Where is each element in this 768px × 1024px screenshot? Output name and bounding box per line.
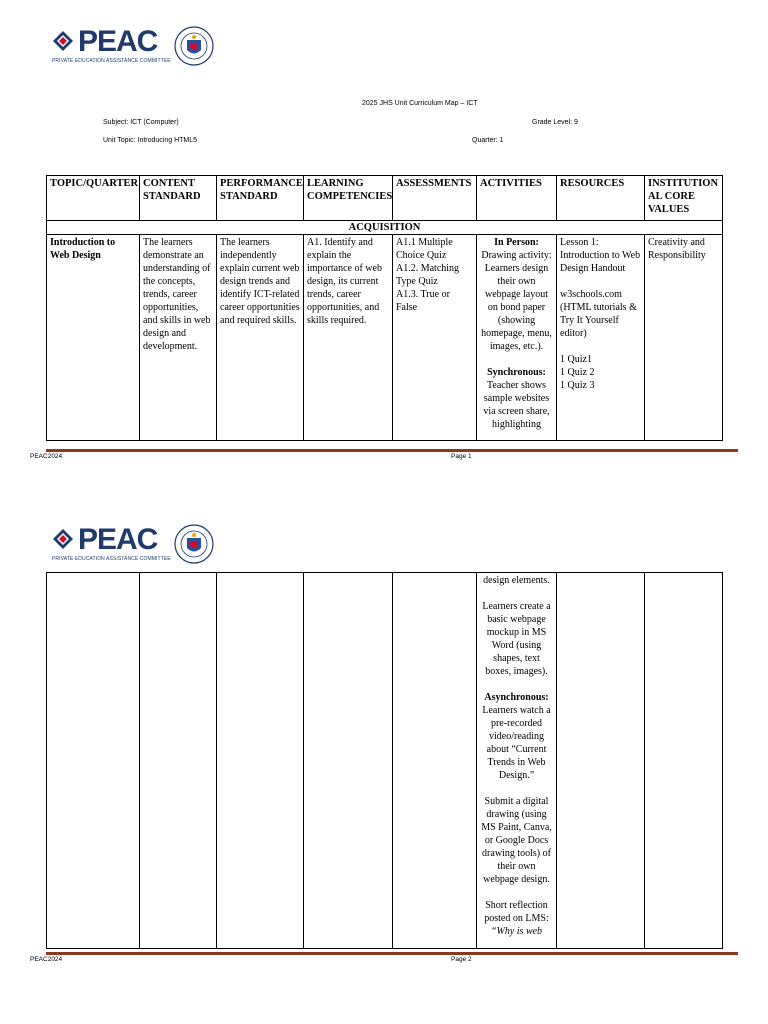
page-2	[0, 500, 768, 1024]
column-header-learning-competencies: LEARNING COMPETENCIES	[304, 176, 393, 221]
column-header-assessments: ASSESSMENTS	[393, 176, 477, 221]
grade-level-label: Grade Level: 9	[532, 119, 578, 126]
logo-wordmark: PEAC	[78, 25, 158, 58]
mockup-text: Learners create a basic webpage mockup in MS Word (using shapes, text boxes, images).	[482, 601, 551, 677]
reflection-question: “Why is web	[490, 926, 543, 937]
quarter-label: Quarter: 1	[472, 137, 504, 144]
resource-quiz: 1 Quiz1	[560, 354, 592, 365]
competencies-cell	[304, 573, 393, 949]
performance-standard-cell	[217, 573, 304, 949]
resources-cell	[557, 235, 645, 441]
column-header-content-standard: CONTENT STANDARD	[140, 176, 217, 221]
resource-quiz: 1 Quiz 3	[560, 380, 595, 391]
section-label-acquisition: ACQUISITION	[47, 221, 723, 235]
topic-cell: Introduction to Web Design	[47, 235, 140, 441]
column-header-activities: ACTIVITIES	[477, 176, 557, 221]
table-row	[47, 573, 723, 949]
assessments-cell	[393, 235, 477, 441]
core-values-cell: Creativity and Responsibility	[645, 235, 723, 441]
competencies-cell: A1. Identify and explain the importance of web design, its current trends, career opportunities, and skills required.	[304, 235, 393, 441]
assessment-item: A1.1 Multiple Choice Quiz	[396, 237, 453, 261]
activities-cell	[477, 573, 557, 949]
resource-quiz: 1 Quiz 2	[560, 367, 595, 378]
page-1	[0, 0, 768, 480]
topic-cell	[47, 573, 140, 949]
column-header-resources: RESOURCES	[557, 176, 645, 221]
resource-lesson: Lesson 1: Introduction to Web Design Handout	[560, 237, 641, 274]
activities-continued: design elements.	[483, 575, 550, 586]
peac-emblem-icon	[52, 528, 74, 550]
deped-seal-icon	[174, 26, 214, 66]
content-standard-cell: The learners demonstrate an understanding of the concepts, trends, career opportunities, and skills in web design and development.	[140, 235, 217, 441]
footer-page-number: Page 1	[451, 453, 472, 460]
synchronous-text: Teacher shows sample websites via screen share, highlighting	[483, 380, 550, 430]
synchronous-heading: Synchronous:	[487, 367, 546, 378]
footer-left: PEAC2024	[30, 956, 63, 963]
assessment-item: A1.3. True or False	[396, 289, 450, 313]
deped-seal-icon	[174, 524, 214, 564]
asynchronous-text: Learners watch a pre-recorded video/reading about “Current Trends in Web Design.”	[482, 705, 551, 781]
unit-topic-label: Unit Topic: Introducing HTML5	[103, 137, 198, 144]
reflection-text: Short reflection posted on LMS:	[484, 900, 549, 924]
activities-cell	[477, 235, 557, 441]
logo-subtext: PRIVATE EDUCATION ASSISTANCE COMMITTEE	[52, 556, 171, 562]
column-header-performance-standard: PERFORMANCE STANDARD	[217, 176, 304, 221]
footer-rule	[46, 952, 738, 955]
subject-label: Subject: ICT (Computer)	[103, 119, 179, 126]
asynchronous-heading: Asynchronous:	[484, 692, 549, 703]
document-title: 2025 JHS Unit Curriculum Map – ICT	[362, 100, 478, 107]
column-header-core-values: INSTITUTION AL CORE VALUES	[645, 176, 723, 221]
submit-text: Submit a digital drawing (using MS Paint, Canva, or Google Docs drawing tools) of their own webpage design.	[481, 796, 552, 885]
resources-cell	[557, 573, 645, 949]
assessments-cell	[393, 573, 477, 949]
resource-site: w3schools.com (HTML tutorials & Try It Yourself editor)	[560, 289, 637, 339]
footer-left: PEAC2024	[30, 453, 63, 460]
logo-wordmark: PEAC	[78, 523, 158, 556]
curriculum-table-page-2	[46, 572, 723, 949]
in-person-heading: In Person:	[494, 237, 539, 248]
footer-page-number: Page 2	[451, 956, 472, 963]
footer-rule	[46, 449, 738, 452]
performance-standard-cell: The learners independently explain current web design trends and identify ICT-related career opportunities and required skills.	[217, 235, 304, 441]
column-header-topic: TOPIC/QUARTER	[47, 176, 140, 221]
in-person-text: Drawing activity: Learners design their own webpage layout on bond paper (showing homepage, menu, images, etc.).	[481, 250, 552, 352]
curriculum-table-page-1	[46, 175, 723, 441]
peac-emblem-icon	[52, 30, 74, 52]
table-row	[47, 235, 723, 441]
table-header-row	[47, 176, 723, 221]
assessment-item: A1.2. Matching Type Quiz	[396, 263, 460, 287]
section-row	[47, 221, 723, 235]
logo-subtext: PRIVATE EDUCATION ASSISTANCE COMMITTEE	[52, 58, 171, 64]
content-standard-cell	[140, 573, 217, 949]
core-values-cell	[645, 573, 723, 949]
